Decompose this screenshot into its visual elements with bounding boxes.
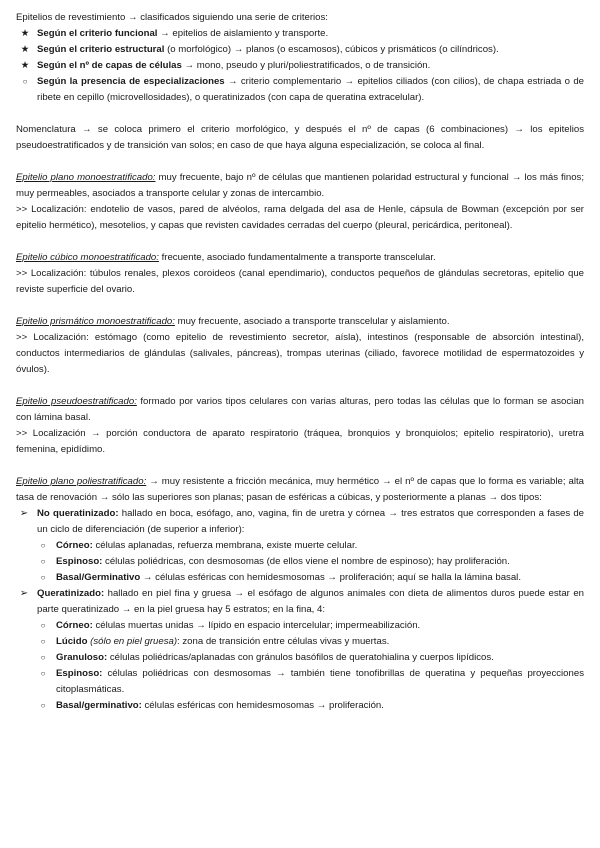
nomenclatura-paragraph: Nomenclatura → se coloca primero el criterio morfológico, y después el nº de capas (6 combinaciones) → los epitelios pseudoestratificados y de transición van solos; en caso de que haya alguna especialización, se coloca al final. xyxy=(16,124,584,151)
section-plano-mono xyxy=(16,170,584,234)
section-title: Epitelio pseudoestratificado: xyxy=(16,396,137,407)
star-bullet-icon: ★ xyxy=(20,60,30,71)
circle-bullet-icon: ○ xyxy=(40,557,46,566)
layer-bold: Espinoso: xyxy=(56,668,103,679)
section-title: Epitelio plano poliestratificado: xyxy=(16,476,147,487)
layer-italic: (sólo en piel gruesa) xyxy=(87,636,178,647)
criterion-item xyxy=(16,58,584,74)
layer-text: células aplanadas, refuerza membrana, existe muerte celular. xyxy=(92,540,358,551)
layer-bold: Córneo: xyxy=(56,620,93,631)
circle-bullet-icon: ○ xyxy=(22,77,28,86)
section-pseudoestratificado xyxy=(16,394,584,458)
type-bold: Queratinizado: xyxy=(37,588,105,599)
section-desc xyxy=(16,314,584,330)
type-item-queratinizado xyxy=(16,586,584,618)
criterion-text: → criterio complementario → epitelios ciliados (con cilios), de chapa estriada o de ribete en cepillo (microvellosidades), o queratinizados (con capa de queratina extracelular). xyxy=(37,76,585,103)
section-location: >> Localización: estómago (como epitelio de revestimiento secretor, aísla), intestinos (responsable de absorción intestinal), conductos intermediarios de glándulas (salivales, páncreas), trompas uterinas (ciliado, favorece motilidad de espermatozoides y óvulos). xyxy=(16,332,584,375)
layer-item xyxy=(16,666,584,698)
circle-bullet-icon: ○ xyxy=(40,541,46,550)
criterion-text: → mono, pseudo y pluri/poliestratificados, o de transición. xyxy=(181,60,431,71)
section-plano-poli xyxy=(16,474,584,714)
criterion-item xyxy=(16,42,584,58)
layer-text: células poliédricas, con desmosomas (de ellos viene el nombre de espinoso); hay proliferación. xyxy=(102,556,510,567)
layer-text: células muertas unidas → lípido en espacio intercelular; impermeabilización. xyxy=(92,620,421,631)
circle-bullet-icon: ○ xyxy=(40,653,46,662)
intro-line: Epitelios de revestimiento → clasificados siguiendo una serie de criterios: xyxy=(16,12,328,23)
section-desc-text: formado por varios tipos celulares con varias alturas, pero todas las células que lo forman se asocian con lámina basal. xyxy=(16,396,584,423)
section-cubico-mono xyxy=(16,250,584,298)
section-desc-text: frecuente, asociado fundamentalmente a transporte transcelular. xyxy=(158,252,436,263)
type-text: hallado en piel fina y gruesa → el esófago de algunos animales con dieta de alimentos duros puede estar en parte queratinizado → en la piel gruesa hay 5 estratos; en la fina, 4: xyxy=(37,588,584,615)
section-title: Epitelio prismático monoestratificado: xyxy=(16,316,175,327)
layer-text: células poliédricas/aplanadas con gránulos basófilos de queratohialina y cuerpos lipídicos. xyxy=(107,652,494,663)
layer-bold: Espinoso: xyxy=(56,556,103,567)
layer-bold: Córneo: xyxy=(56,540,93,551)
layer-text: : zona de transición entre células vivas y muertas. xyxy=(177,636,390,647)
criterion-text: (o morfológico) → planos (o escamosos), cúbicos y prismáticos (o cilíndricos). xyxy=(164,44,499,55)
section-location: >> Localización: túbulos renales, plexos coroideos (canal ependimario), conductos pequeños de glándulas secretoras, epitelio que reviste superficie del ovario. xyxy=(16,268,584,295)
criterion-bold: Según el criterio estructural xyxy=(37,44,165,55)
layer-item xyxy=(16,698,584,714)
layer-bold: Basal/Germinativo xyxy=(56,572,141,583)
arrow-bullet-icon: ➢ xyxy=(19,588,29,599)
section-location: >> Localización: endotelio de vasos, pared de alvéolos, rama delgada del asa de Henle, cápsula de Bowman (excepción por ser epitelio hermético), mesotelios, y capas que revisten cavidades cerradas del cuerpo (pleural, pericárdica, peritoneal). xyxy=(16,204,584,231)
layer-item xyxy=(16,554,584,570)
layer-text: células esféricas con hemidesmosomas → proliferación. xyxy=(141,700,384,711)
section-desc xyxy=(16,474,584,506)
section-location: >> Localización → porción conductora de aparato respiratorio (tráquea, bronquios y bronquiolos; epitelio respiratorio), uretra femenina, epidídimo. xyxy=(16,428,584,455)
layer-item xyxy=(16,618,584,634)
type-bold: No queratinizado: xyxy=(37,508,119,519)
circle-bullet-icon: ○ xyxy=(40,573,46,582)
section-title: Epitelio cúbico monoestratificado: xyxy=(16,252,159,263)
layer-item xyxy=(16,570,584,586)
layer-item xyxy=(16,538,584,554)
criterion-item xyxy=(16,26,584,42)
layer-item xyxy=(16,650,584,666)
layer-bold: Lúcido xyxy=(56,636,88,647)
section-desc xyxy=(16,250,584,266)
section-desc xyxy=(16,170,584,202)
section-desc-text: → muy resistente a fricción mecánica, muy hermético → el nº de capas que lo forma es variable; alta tasa de renovación → sólo las superiores son planas; pasan de esféricas a cúbicas, y posteriormente a planas → dos tipos: xyxy=(16,476,584,503)
star-bullet-icon: ★ xyxy=(20,28,30,39)
type-text: hallado en boca, esófago, ano, vagina, fin de uretra y córnea → tres estratos que corresponden a fases de un ciclo de diferenciación (de superior a inferior): xyxy=(37,508,584,535)
section-desc-text: muy frecuente, bajo nº de células que mantienen polaridad estructural y funcional → los más finos; muy permeables, asociados a transporte celular y zonas de intercambio. xyxy=(16,172,584,199)
section-title: Epitelio plano monoestratificado: xyxy=(16,172,156,183)
section-prismatico-mono xyxy=(16,314,584,378)
layer-text: → células esféricas con hemidesmosomas → proliferación; aquí se halla la lámina basal. xyxy=(140,572,521,583)
criterion-bold: Según la presencia de especializaciones xyxy=(37,76,225,87)
type-item-no-queratinizado xyxy=(16,506,584,538)
circle-bullet-icon: ○ xyxy=(40,637,46,646)
layer-text: células poliédricas con desmosomas → también tiene tonofibrillas de queratina y pequeñas proyecciones citoplasmáticas. xyxy=(56,668,584,695)
layer-bold: Granuloso: xyxy=(56,652,108,663)
section-desc-text: muy frecuente, asociado a transporte transcelular y aislamiento. xyxy=(174,316,450,327)
star-bullet-icon: ★ xyxy=(20,44,30,55)
criterion-bold: Según el criterio funcional xyxy=(37,28,158,39)
layer-bold: Basal/germinativo: xyxy=(56,700,142,711)
arrow-bullet-icon: ➢ xyxy=(19,508,29,519)
layer-item xyxy=(16,634,584,650)
circle-bullet-icon: ○ xyxy=(40,669,46,678)
section-desc xyxy=(16,394,584,426)
circle-bullet-icon: ○ xyxy=(40,701,46,710)
criterion-bold: Según el nº de capas de células xyxy=(37,60,182,71)
criterion-item xyxy=(16,74,584,106)
criterion-text: → epitelios de aislamiento y transporte. xyxy=(157,28,329,39)
circle-bullet-icon: ○ xyxy=(40,621,46,630)
